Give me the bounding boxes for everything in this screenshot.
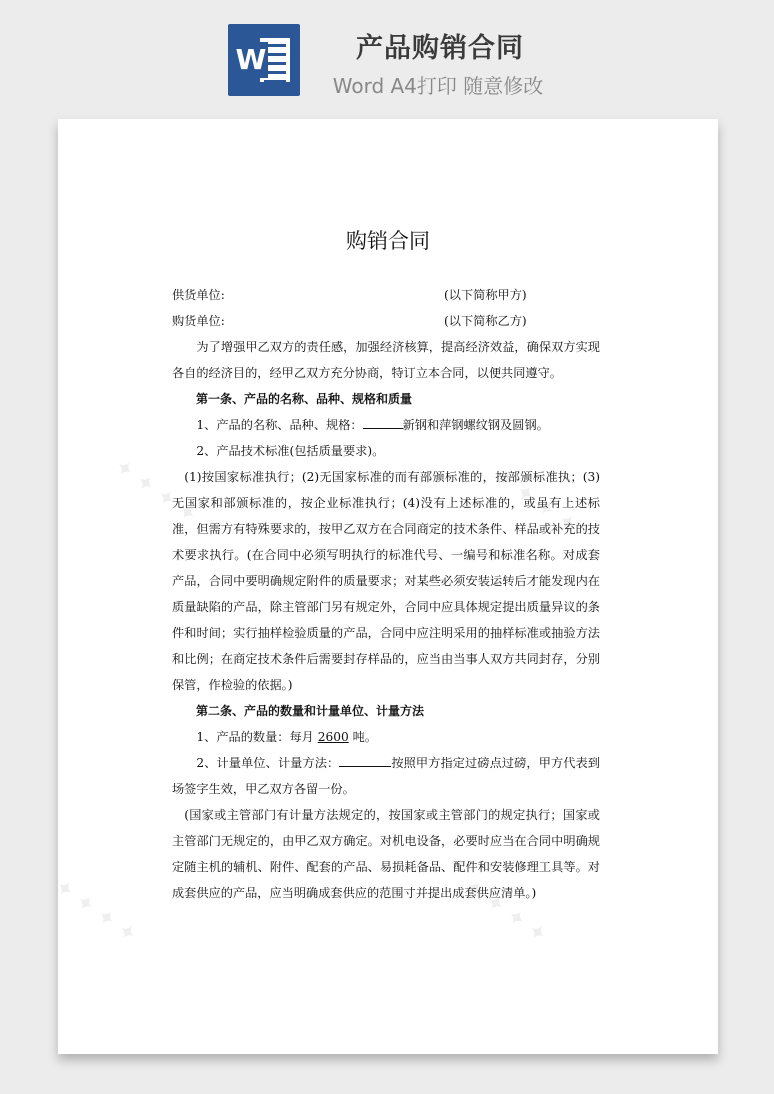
article-1-detail: (1)按国家标准执行；(2)无国家标准的而有部颁标准的，按部颁标准执；(3)无国家和部颁标准的，按企业标准执行；(4)没有上述标准的，或虽有上述标准，但需方有特殊要求的，按甲乙双方在合同商定的技术条件、样品或补充的技术要求执行。(在合同中必须写明执行的标准代号、一编号和标准名称。对成套产品，合同中要明确规定附件的质量要求；对某些必须安装运转后才能发现内在质量缺陷的产品，除主管部门另有规定外，合同中应具体规定提出质量异议的条件和时间；实行抽样检验质量的产品，合同中应注明采用的抽样标准或抽验方法和比例；在商定技术条件后需要封存样品的，应当由当事人双方共同封存，分别保管，作检验的依据。) [172, 470, 600, 692]
buyer-line [172, 308, 600, 334]
banner-subtitle: Word A4打印 随意修改 [332, 74, 544, 98]
quantity-value: 2600 [317, 730, 349, 744]
article-2-detail: (国家或主管部门有计量方法规定的，按国家或主管部门的规定执行；国家或主管部门无规定的，由甲乙双方确定。对机电设备，必要时应当在合同中明确规定随主机的辅机、附件、配套的产品、易损耗备品、配件和安装修理工具等。对成套供应的产品，应当明确成套供应的范围寸并提出成套供应清单。) [172, 808, 600, 900]
document-title: 购销合同 [346, 229, 430, 253]
preamble: 为了增强甲乙双方的责任感，加强经济核算，提高经济效益，确保双方实现各自的经济目的，经甲乙双方充分协商，特订立本合同，以便共同遵守。 [172, 340, 600, 380]
supplier-line [172, 282, 600, 308]
article-1-heading: 第一条、产品的名称、品种、规格和质量 [196, 392, 413, 406]
supplier-alias: (以下简称甲方) [444, 288, 527, 302]
blank-field [339, 752, 391, 767]
supplier-label: 供货单位: [172, 288, 225, 302]
article-2-heading: 第二条、产品的数量和计量单位、计量方法 [196, 704, 425, 718]
word-logo-icon [228, 24, 300, 96]
document-page [49, 119, 718, 1054]
document-body [172, 282, 600, 906]
blank-field [363, 414, 403, 429]
article-1-item-1: 1、产品的名称、品种、规格： 新钢和萍钢螺纹钢及圆钢。 [172, 412, 600, 438]
header-banner [0, 0, 774, 118]
logo-letter: W [235, 43, 267, 76]
banner-title: 产品购销合同 [356, 33, 524, 64]
watermark: ✦ ✦ ✦ ✦ [489, 464, 582, 539]
watermark: ✦ ✦ ✦ ✦ [49, 874, 142, 949]
watermark: ✦ ✦ ✦ ✦ [109, 454, 202, 529]
buyer-alias: (以下简称乙方) [444, 314, 527, 328]
article-1-item-2: 2、产品技术标准(包括质量要求)。 [196, 444, 385, 458]
article-2-item-1: 1、产品的数量：每月 2600 吨。 [196, 730, 377, 744]
watermark: ✦ ✦ ✦ ✦ [459, 874, 552, 949]
article-2-item-2: 2、计量单位、计量方法： 按照甲方指定过磅点过磅，甲方代表到场签字生效，甲乙双方各留一份。 [172, 750, 600, 802]
buyer-label: 购货单位: [172, 314, 225, 328]
